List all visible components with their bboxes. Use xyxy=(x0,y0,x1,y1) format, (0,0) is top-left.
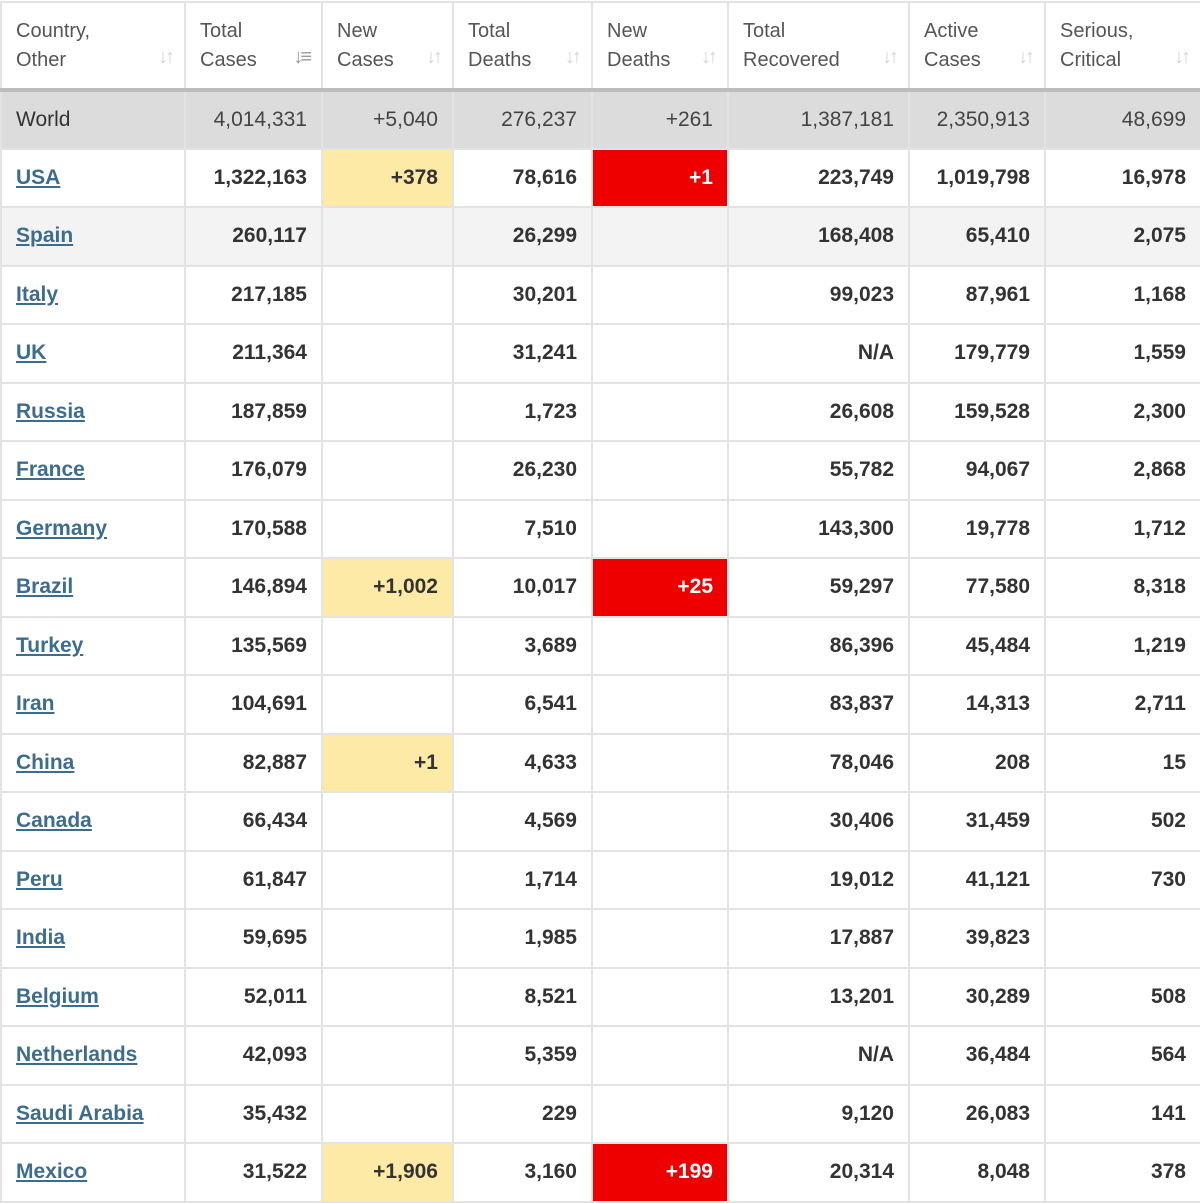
cell-country xyxy=(1,441,185,500)
cell-total-recovered: 78,046 xyxy=(728,734,909,793)
header-label-line: Country, xyxy=(16,19,91,42)
header-label-line: Active xyxy=(924,19,979,42)
cell-total-deaths: 7,510 xyxy=(453,500,592,559)
cell-new-deaths xyxy=(592,909,728,968)
cell-new-cases: +1 xyxy=(322,734,453,793)
cell-new-deaths xyxy=(592,968,728,1027)
cell-serious-critical: 8,318 xyxy=(1045,558,1200,617)
table-row xyxy=(1,324,1200,383)
country-link[interactable]: Canada xyxy=(16,809,92,833)
country-link[interactable]: Spain xyxy=(16,224,74,248)
cell-total-recovered: 223,749 xyxy=(728,149,909,208)
country-link[interactable]: Netherlands xyxy=(16,1043,138,1067)
country-link[interactable]: India xyxy=(16,926,66,950)
cell-active-cases: 30,289 xyxy=(909,968,1045,1027)
cell-country xyxy=(1,792,185,851)
cell-country xyxy=(1,968,185,1027)
column-header-total-deaths[interactable] xyxy=(453,2,592,90)
cell-country xyxy=(1,1026,185,1085)
cell-total-deaths: 4,633 xyxy=(453,734,592,793)
cell-total-deaths: 1,714 xyxy=(453,851,592,910)
cell-total-cases: 31,522 xyxy=(185,1143,322,1202)
table-row xyxy=(1,909,1200,968)
cell-serious-critical: 2,711 xyxy=(1045,675,1200,734)
cell-total-cases: 4,014,331 xyxy=(185,90,322,149)
country-link[interactable]: UK xyxy=(16,341,47,365)
header-label-line: Total xyxy=(468,19,511,42)
cell-new-cases xyxy=(322,266,453,325)
cell-serious-critical: 16,978 xyxy=(1045,149,1200,208)
cell-new-deaths xyxy=(592,792,728,851)
cell-new-cases: +378 xyxy=(322,149,453,208)
cell-new-deaths xyxy=(592,734,728,793)
cell-new-deaths xyxy=(592,675,728,734)
cell-active-cases: 2,350,913 xyxy=(909,90,1045,149)
cell-new-cases: +5,040 xyxy=(322,90,453,149)
table-row xyxy=(1,1143,1200,1202)
cell-total-recovered: 86,396 xyxy=(728,617,909,676)
cell-active-cases: 159,528 xyxy=(909,383,1045,442)
cell-total-recovered: 17,887 xyxy=(728,909,909,968)
cell-total-deaths: 10,017 xyxy=(453,558,592,617)
cell-new-cases xyxy=(322,500,453,559)
country-link[interactable]: Iran xyxy=(16,692,55,716)
sort-arrows-icon[interactable]: ↓↑ xyxy=(158,46,172,68)
cell-total-deaths: 30,201 xyxy=(453,266,592,325)
cell-total-cases: 187,859 xyxy=(185,383,322,442)
cell-country xyxy=(1,675,185,734)
cell-total-recovered: 55,782 xyxy=(728,441,909,500)
country-link[interactable]: Italy xyxy=(16,282,59,306)
cell-total-cases: 59,695 xyxy=(185,909,322,968)
cell-total-cases: 260,117 xyxy=(185,207,322,266)
country-link[interactable]: Saudi Arabia xyxy=(16,1101,144,1125)
header-label-line: New xyxy=(607,19,648,42)
country-link[interactable]: Belgium xyxy=(16,984,99,1008)
cell-serious-critical: 1,168 xyxy=(1045,266,1200,325)
cell-active-cases: 179,779 xyxy=(909,324,1045,383)
header-label-line: Recovered xyxy=(743,48,840,71)
table-row xyxy=(1,968,1200,1027)
cell-new-cases: +1,906 xyxy=(322,1143,453,1202)
cell-total-cases: 176,079 xyxy=(185,441,322,500)
cell-total-deaths: 1,723 xyxy=(453,383,592,442)
cell-active-cases: 45,484 xyxy=(909,617,1045,676)
cell-total-deaths: 276,237 xyxy=(453,90,592,149)
cell-total-deaths: 8,521 xyxy=(453,968,592,1027)
sort-arrows-icon[interactable]: ↓↑ xyxy=(1174,46,1188,68)
cell-new-deaths xyxy=(592,1026,728,1085)
cell-serious-critical: 1,219 xyxy=(1045,617,1200,676)
table-row xyxy=(1,1026,1200,1085)
column-header-active-cases[interactable] xyxy=(909,2,1045,90)
column-header-new-deaths[interactable] xyxy=(592,2,728,90)
cell-active-cases: 8,048 xyxy=(909,1143,1045,1202)
world-row xyxy=(1,90,1200,149)
cell-new-cases xyxy=(322,617,453,676)
cell-total-deaths: 4,569 xyxy=(453,792,592,851)
sort-arrows-icon[interactable]: ↓↑ xyxy=(701,46,715,68)
header-label-line: Cases xyxy=(200,48,257,71)
table-row xyxy=(1,383,1200,442)
cell-new-cases xyxy=(322,675,453,734)
cell-new-cases xyxy=(322,207,453,266)
cell-country xyxy=(1,383,185,442)
country-link[interactable]: Germany xyxy=(16,516,108,540)
cell-country xyxy=(1,266,185,325)
cell-serious-critical: 730 xyxy=(1045,851,1200,910)
table-row xyxy=(1,734,1200,793)
header-label-line: Total xyxy=(200,19,243,42)
table-row xyxy=(1,617,1200,676)
cell-total-deaths: 3,689 xyxy=(453,617,592,676)
country-link[interactable]: France xyxy=(16,458,85,482)
cell-total-deaths: 78,616 xyxy=(453,149,592,208)
cell-new-deaths xyxy=(592,441,728,500)
table-row xyxy=(1,500,1200,559)
country-link[interactable]: Peru xyxy=(16,867,63,891)
cell-total-cases: 1,322,163 xyxy=(185,149,322,208)
cell-active-cases: 14,313 xyxy=(909,675,1045,734)
cell-total-deaths: 5,359 xyxy=(453,1026,592,1085)
cell-total-recovered: 59,297 xyxy=(728,558,909,617)
header-label-line: Cases xyxy=(337,48,394,71)
cell-total-cases: 135,569 xyxy=(185,617,322,676)
cell-total-recovered: 168,408 xyxy=(728,207,909,266)
cell-new-cases xyxy=(322,1085,453,1144)
cell-total-cases: 66,434 xyxy=(185,792,322,851)
cell-new-cases: +1,002 xyxy=(322,558,453,617)
cell-new-cases xyxy=(322,324,453,383)
table-row xyxy=(1,441,1200,500)
cell-active-cases: 77,580 xyxy=(909,558,1045,617)
table-row xyxy=(1,675,1200,734)
header-label-line: Deaths xyxy=(607,48,671,71)
cell-serious-critical: 564 xyxy=(1045,1026,1200,1085)
cell-total-recovered: 30,406 xyxy=(728,792,909,851)
cell-new-cases xyxy=(322,383,453,442)
cell-total-recovered: 19,012 xyxy=(728,851,909,910)
cell-serious-critical: 1,559 xyxy=(1045,324,1200,383)
cell-new-deaths: +1 xyxy=(592,149,728,208)
cell-country xyxy=(1,1085,185,1144)
cell-country: World xyxy=(1,90,185,149)
cell-new-deaths: +199 xyxy=(592,1143,728,1202)
cell-serious-critical: 48,699 xyxy=(1045,90,1200,149)
cell-country xyxy=(1,909,185,968)
cell-new-deaths xyxy=(592,324,728,383)
cell-country xyxy=(1,851,185,910)
cell-country xyxy=(1,558,185,617)
column-header-total-recovered[interactable] xyxy=(728,2,909,90)
cell-serious-critical: 15 xyxy=(1045,734,1200,793)
cell-new-cases xyxy=(322,441,453,500)
table-row xyxy=(1,149,1200,208)
sort-arrows-icon[interactable]: ↓≡ xyxy=(293,46,309,68)
cell-country xyxy=(1,617,185,676)
cell-total-cases: 82,887 xyxy=(185,734,322,793)
cell-total-cases: 217,185 xyxy=(185,266,322,325)
cell-new-deaths: +261 xyxy=(592,90,728,149)
cell-total-deaths: 6,541 xyxy=(453,675,592,734)
cell-active-cases: 19,778 xyxy=(909,500,1045,559)
column-header-serious-critical[interactable] xyxy=(1045,2,1200,90)
header-label-line: New xyxy=(337,19,378,42)
country-link[interactable]: China xyxy=(16,750,75,774)
cell-total-recovered: N/A xyxy=(728,324,909,383)
cell-total-cases: 52,011 xyxy=(185,968,322,1027)
country-link[interactable]: Brazil xyxy=(16,575,74,599)
header-label-line: Cases xyxy=(924,48,981,71)
cell-active-cases: 94,067 xyxy=(909,441,1045,500)
cell-serious-critical: 1,712 xyxy=(1045,500,1200,559)
cell-new-deaths xyxy=(592,500,728,559)
sort-arrows-icon[interactable]: ↓↑ xyxy=(565,46,579,68)
table-row xyxy=(1,792,1200,851)
cell-active-cases: 36,484 xyxy=(909,1026,1045,1085)
cell-total-deaths: 229 xyxy=(453,1085,592,1144)
sort-arrows-icon[interactable]: ↓↑ xyxy=(426,46,440,68)
cell-total-cases: 146,894 xyxy=(185,558,322,617)
cell-total-cases: 35,432 xyxy=(185,1085,322,1144)
cell-new-deaths xyxy=(592,1085,728,1144)
cell-new-cases xyxy=(322,909,453,968)
header-row xyxy=(1,2,1200,90)
column-header-new-cases[interactable] xyxy=(322,2,453,90)
covid-stats-table xyxy=(0,1,1200,1203)
cell-total-cases: 61,847 xyxy=(185,851,322,910)
header-label-line: Deaths xyxy=(468,48,532,71)
cell-country xyxy=(1,324,185,383)
cell-total-recovered: 99,023 xyxy=(728,266,909,325)
cell-serious-critical: 141 xyxy=(1045,1085,1200,1144)
country-link[interactable]: USA xyxy=(16,165,61,189)
cell-country xyxy=(1,500,185,559)
cell-new-cases xyxy=(322,968,453,1027)
country-link[interactable]: Turkey xyxy=(16,633,84,657)
cell-total-cases: 170,588 xyxy=(185,500,322,559)
cell-total-recovered: 13,201 xyxy=(728,968,909,1027)
cell-active-cases: 41,121 xyxy=(909,851,1045,910)
column-header-country[interactable] xyxy=(1,2,185,90)
cell-total-deaths: 31,241 xyxy=(453,324,592,383)
cell-total-recovered: N/A xyxy=(728,1026,909,1085)
header-label-line: Total xyxy=(743,19,786,42)
cell-new-deaths xyxy=(592,617,728,676)
cell-country xyxy=(1,207,185,266)
cell-active-cases: 39,823 xyxy=(909,909,1045,968)
cell-active-cases: 31,459 xyxy=(909,792,1045,851)
cell-total-cases: 42,093 xyxy=(185,1026,322,1085)
cell-country xyxy=(1,1143,185,1202)
country-link[interactable]: Mexico xyxy=(16,1160,88,1184)
cell-total-recovered: 9,120 xyxy=(728,1085,909,1144)
sort-arrows-icon[interactable]: ↓↑ xyxy=(882,46,896,68)
sort-arrows-icon[interactable]: ↓↑ xyxy=(1018,46,1032,68)
header-label-line: Serious, xyxy=(1060,19,1134,42)
cell-new-deaths xyxy=(592,851,728,910)
cell-total-deaths: 26,230 xyxy=(453,441,592,500)
cell-new-cases xyxy=(322,851,453,910)
cell-active-cases: 26,083 xyxy=(909,1085,1045,1144)
country-link[interactable]: Russia xyxy=(16,399,85,423)
cell-total-recovered: 20,314 xyxy=(728,1143,909,1202)
table-row xyxy=(1,1085,1200,1144)
table-row xyxy=(1,851,1200,910)
cell-serious-critical: 378 xyxy=(1045,1143,1200,1202)
table-row xyxy=(1,266,1200,325)
cell-total-cases: 104,691 xyxy=(185,675,322,734)
cell-total-deaths: 1,985 xyxy=(453,909,592,968)
cell-new-deaths xyxy=(592,266,728,325)
cell-new-deaths: +25 xyxy=(592,558,728,617)
cell-total-cases: 211,364 xyxy=(185,324,322,383)
cell-serious-critical xyxy=(1045,909,1200,968)
cell-country xyxy=(1,734,185,793)
cell-total-recovered: 143,300 xyxy=(728,500,909,559)
cell-serious-critical: 2,300 xyxy=(1045,383,1200,442)
cell-active-cases: 87,961 xyxy=(909,266,1045,325)
header-label-line: Other xyxy=(16,48,67,71)
cell-serious-critical: 2,075 xyxy=(1045,207,1200,266)
table-row xyxy=(1,558,1200,617)
cell-active-cases: 208 xyxy=(909,734,1045,793)
cell-total-recovered: 83,837 xyxy=(728,675,909,734)
header-label-line: Critical xyxy=(1060,48,1122,71)
cell-active-cases: 65,410 xyxy=(909,207,1045,266)
cell-new-cases xyxy=(322,792,453,851)
cell-new-deaths xyxy=(592,207,728,266)
cell-serious-critical: 502 xyxy=(1045,792,1200,851)
cell-new-cases xyxy=(322,1026,453,1085)
table-row xyxy=(1,207,1200,266)
cell-active-cases: 1,019,798 xyxy=(909,149,1045,208)
cell-total-recovered: 1,387,181 xyxy=(728,90,909,149)
cell-serious-critical: 2,868 xyxy=(1045,441,1200,500)
cell-total-deaths: 3,160 xyxy=(453,1143,592,1202)
cell-serious-critical: 508 xyxy=(1045,968,1200,1027)
cell-total-deaths: 26,299 xyxy=(453,207,592,266)
column-header-total-cases[interactable] xyxy=(185,2,322,90)
cell-country xyxy=(1,149,185,208)
cell-new-deaths xyxy=(592,383,728,442)
cell-total-recovered: 26,608 xyxy=(728,383,909,442)
